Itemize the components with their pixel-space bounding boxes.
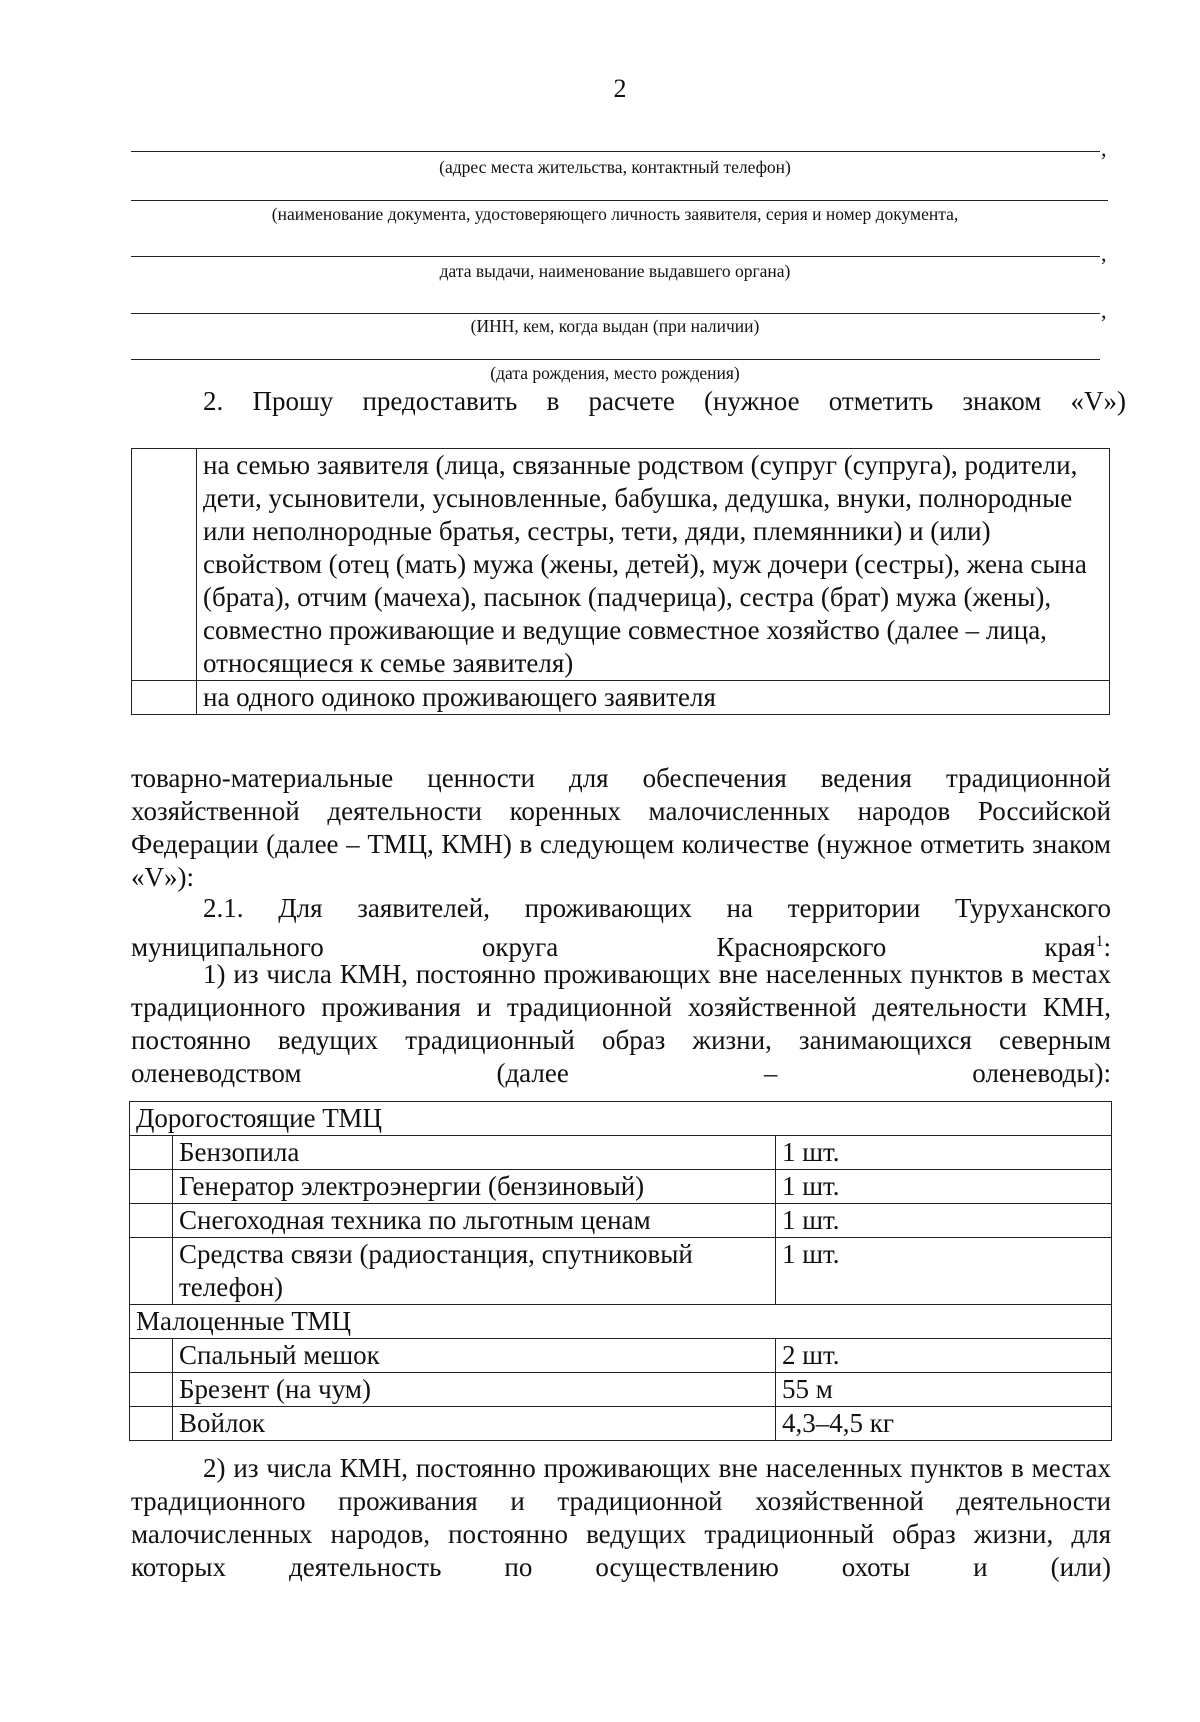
checkbox-cell[interactable]	[130, 1407, 173, 1441]
paragraph-2-1-text: 2.1. Для заявителей, проживающих на территории Туруханского муниципального округа Красноярского края	[131, 893, 1111, 962]
form-line	[131, 359, 1100, 360]
form-caption: (ИНН, кем, когда выдан (при наличии)	[470, 316, 760, 336]
goods-table	[129, 1101, 1112, 1441]
form-line	[131, 256, 1100, 257]
table-row	[130, 1238, 1112, 1305]
item-name: Бензопила	[173, 1136, 776, 1170]
table-row	[132, 449, 1110, 681]
checkbox-cell[interactable]	[130, 1136, 173, 1170]
table-row	[130, 1407, 1112, 1441]
section-header-expensive: Дорогостоящие ТМЦ	[130, 1102, 1112, 1136]
item-qty: 55 м	[776, 1373, 1112, 1407]
item-qty: 1 шт.	[776, 1204, 1112, 1238]
checkbox-cell[interactable]	[130, 1373, 173, 1407]
item-2-request: 2. Прошу предоставить в расчете (нужное отметить знаком «V»)	[203, 386, 1126, 416]
form-caption: дата выдачи, наименование выдавшего органа)	[439, 261, 791, 281]
item-name: Снегоходная техника по льготным ценам	[173, 1204, 776, 1238]
paragraph-tmc: товарно-материальные ценности для обеспечения ведения традиционной хозяйственной деятельности коренных малочисленных народов Российской Федерации (далее – ТМЦ, КМН) в следующем количестве (нужное отметить знаком «V»):	[131, 763, 1111, 892]
option-table	[131, 448, 1110, 715]
option-family: на семью заявителя (лица, связанные родством (супруг (супруга), родители, дети, усыновители, усыновленные, бабушка, дедушка, внуки, полнородные или неполнородные братья, сестры, тети, дяди, племянники) и (или) свойством (отец (мать) мужа (жены, детей), муж дочери (сестры), жена сына (брата), отчим (мачеха), пасынок (падчерица), сестра (брат) мужа (жены), совместно проживающие и ведущие совместное хозяйство (далее – лица, относящиеся к семье заявителя)	[197, 449, 1110, 681]
item-name: Войлок	[173, 1407, 776, 1441]
form-line	[131, 200, 1108, 201]
item-qty: 1 шт.	[776, 1136, 1112, 1170]
page-number: 2	[613, 74, 627, 103]
line-comma: ,	[1101, 136, 1107, 161]
form-line	[131, 151, 1100, 152]
table-row	[130, 1339, 1112, 1373]
item-qty: 1 шт.	[776, 1238, 1112, 1305]
form-caption: (наименование документа, удостоверяющего личность заявителя, серия и номер документа,	[271, 204, 959, 224]
table-row	[130, 1136, 1112, 1170]
option-single: на одного одиноко проживающего заявителя	[197, 681, 1110, 715]
paragraph-1: 1) из числа КМН, постоянно проживающих вне населенных пунктов в местах традиционного проживания и традиционной хозяйственной деятельности КМН, постоянно ведущих традиционный образ жизни, занимающихся северным оленеводством (далее – оленеводы):	[131, 959, 1111, 1088]
table-row	[130, 1102, 1112, 1136]
form-caption: (адрес места жительства, контактный телефон)	[439, 157, 791, 177]
form-line	[131, 313, 1100, 314]
form-caption: (дата рождения, место рождения)	[490, 363, 740, 383]
item-qty: 4,3–4,5 кг	[776, 1407, 1112, 1441]
checkbox-cell[interactable]	[130, 1170, 173, 1204]
paragraph-2-1-tail: :	[1103, 932, 1111, 962]
checkbox-cell[interactable]	[132, 449, 197, 681]
table-row	[130, 1305, 1112, 1339]
item-name: Спальный мешок	[173, 1339, 776, 1373]
table-row	[132, 681, 1110, 715]
paragraph-2-1	[131, 892, 1111, 964]
checkbox-cell[interactable]	[130, 1204, 173, 1238]
table-row	[130, 1204, 1112, 1238]
section-header-cheap: Малоценные ТМЦ	[130, 1305, 1112, 1339]
item-qty: 2 шт.	[776, 1339, 1112, 1373]
item-name: Генератор электроэнергии (бензиновый)	[173, 1170, 776, 1204]
paragraph-2: 2) из числа КМН, постоянно проживающих вне населенных пунктов в местах традиционного проживания и традиционной хозяйственной деятельности малочисленных народов, постоянно ведущих традиционный образ жизни, для которых деятельность по осуществлению охоты и (или)	[131, 1453, 1111, 1582]
item-qty: 1 шт.	[776, 1170, 1112, 1204]
checkbox-cell[interactable]	[132, 681, 197, 715]
checkbox-cell[interactable]	[130, 1238, 173, 1305]
line-comma: ,	[1101, 298, 1107, 323]
line-comma: ,	[1101, 241, 1107, 266]
checkbox-cell[interactable]	[130, 1339, 173, 1373]
table-row	[130, 1170, 1112, 1204]
item-name: Брезент (на чум)	[173, 1373, 776, 1407]
table-row	[130, 1373, 1112, 1407]
item-name: Средства связи (радиостанция, спутниковый телефон)	[173, 1238, 776, 1305]
footnote-marker: 1	[1095, 933, 1104, 950]
